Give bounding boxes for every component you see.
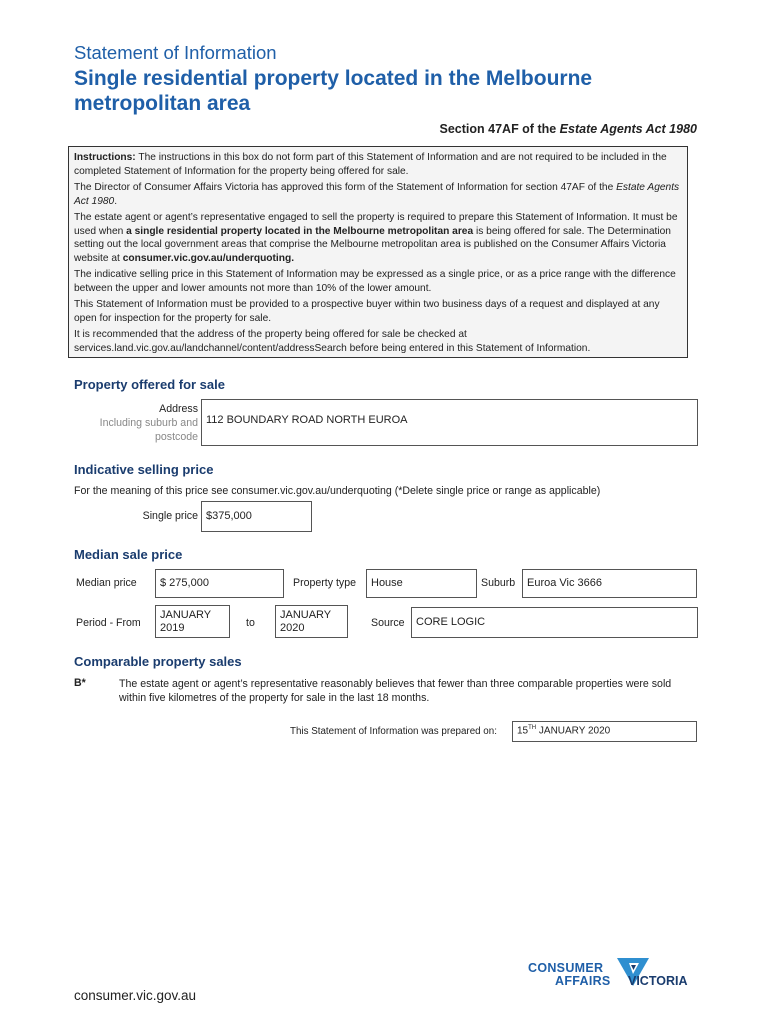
period-to-field[interactable] — [275, 605, 348, 638]
median-heading: Median sale price — [74, 547, 183, 562]
property-type-field[interactable]: House — [366, 569, 477, 598]
period-to-label: to — [246, 617, 255, 629]
period-from-label: Period - From — [76, 617, 141, 629]
address-label-sub2: postcode — [155, 431, 198, 443]
instructions-box — [68, 146, 688, 358]
suburb-field[interactable]: Euroa Vic 3666 — [522, 569, 697, 598]
prepared-day-suffix: TH — [528, 725, 537, 731]
instructions-p3-text2: is being offered for sale. The Determination setting out the local government areas that comprise the Melbourne metropolitan area is published on the Consumer Affairs Victoria website at — [74, 225, 671, 265]
footer-url[interactable]: consumer.vic.gov.au — [74, 988, 197, 1003]
prepared-month-year: JANUARY 2020 — [536, 725, 611, 737]
instructions-p6: It is recommended that the address of the property being offered for sale be checked at services.land.vic.gov.au/landchannel/content/addressSearch before being entered in this Statement of Information. — [74, 328, 591, 354]
suburb-label: Suburb — [481, 577, 516, 589]
instructions-p2-end: . — [114, 195, 118, 207]
source-field[interactable]: CORE LOGIC — [411, 607, 698, 638]
period-from-year: 2019 — [160, 622, 185, 634]
prepared-day: 15 — [517, 725, 529, 737]
indicative-heading: Indicative selling price — [74, 462, 214, 477]
address-field[interactable]: 112 BOUNDARY ROAD NORTH EUROA — [201, 399, 698, 446]
comparable-text: The estate agent or agent’s representative reasonably believes that fewer than three comparable properties were sold within five kilometres of the property for sale in the last 18 months. — [119, 678, 672, 704]
source-label: Source — [371, 617, 405, 629]
instructions-p2-act: Estate Agents Act 1980 — [74, 181, 680, 207]
median-price-label: Median price — [76, 577, 137, 589]
logo-line2: AFFAIRS — [555, 974, 611, 988]
instructions-p5: This Statement of Information must be provided to a prospective buyer within two business days of a request and displayed at any open for inspection for the property for sale. — [74, 299, 660, 324]
consumer-affairs-victoria-logo — [528, 958, 700, 998]
instructions-p3-text: The estate agent or agent’s representative engaged to sell the property is required to prepare this Statement of Information. It must be used when — [74, 211, 678, 237]
instructions-p3-bold: a single residential property located in the Melbourne metropolitan area — [126, 225, 474, 237]
logo-line1: CONSUMER — [528, 961, 604, 975]
document-type: Statement of Information — [74, 42, 277, 63]
instructions-p2-text: The Director of Consumer Affairs Victoria has approved this form of the Statement of Information for section 47AF of the — [74, 181, 617, 193]
instructions-p3 — [74, 211, 682, 267]
instructions-p1-text: The instructions in this box do not form part of this Statement of Information and are not required to be included in the completed Statement of Information for the property being offered for sale. — [74, 152, 667, 177]
single-price-label: Single price — [142, 510, 198, 522]
logo-victoria: VICTORIA — [628, 974, 688, 988]
period-from-month: JANUARY — [160, 609, 212, 621]
period-from-field[interactable] — [155, 605, 230, 638]
address-label — [80, 402, 198, 444]
instructions-lead: Instructions: — [74, 152, 136, 163]
page-title: Single residential property located in the Melbourne metropolitan area — [74, 67, 593, 115]
comparable-heading: Comparable property sales — [74, 654, 242, 669]
period-to-year: 2020 — [280, 622, 305, 634]
section-reference — [440, 122, 697, 136]
single-price-field[interactable]: $375,000 — [201, 501, 312, 532]
indicative-note: For the meaning of this price see consumer.vic.gov.au/underquoting (*Delete single price or range as applicable) — [74, 485, 601, 497]
instructions-p1 — [74, 151, 682, 179]
address-label-main: Address — [159, 403, 198, 415]
instructions-p3-link: consumer.vic.gov.au/underquoting. — [122, 253, 295, 265]
property-heading: Property offered for sale — [74, 377, 225, 392]
instructions-p2 — [74, 181, 682, 209]
section-act: Estate Agents Act 1980 — [559, 122, 697, 136]
median-price-field[interactable]: $ 275,000 — [155, 569, 284, 598]
property-type-label: Property type — [293, 577, 357, 589]
period-to-month: JANUARY — [280, 609, 332, 621]
comparable-option: B* — [74, 677, 86, 689]
address-label-sub1: Including suburb and — [99, 417, 198, 429]
prepared-label: This Statement of Information was prepared on: — [290, 726, 497, 737]
prepared-date-field[interactable] — [512, 721, 697, 742]
instructions-p4: The indicative selling price in this Statement of Information may be expressed as a single price, or as a price range with the difference between the upper and lower amounts not more than 10% of the lower amount. — [74, 269, 676, 295]
section-prefix: Section 47AF of the — [439, 122, 560, 136]
